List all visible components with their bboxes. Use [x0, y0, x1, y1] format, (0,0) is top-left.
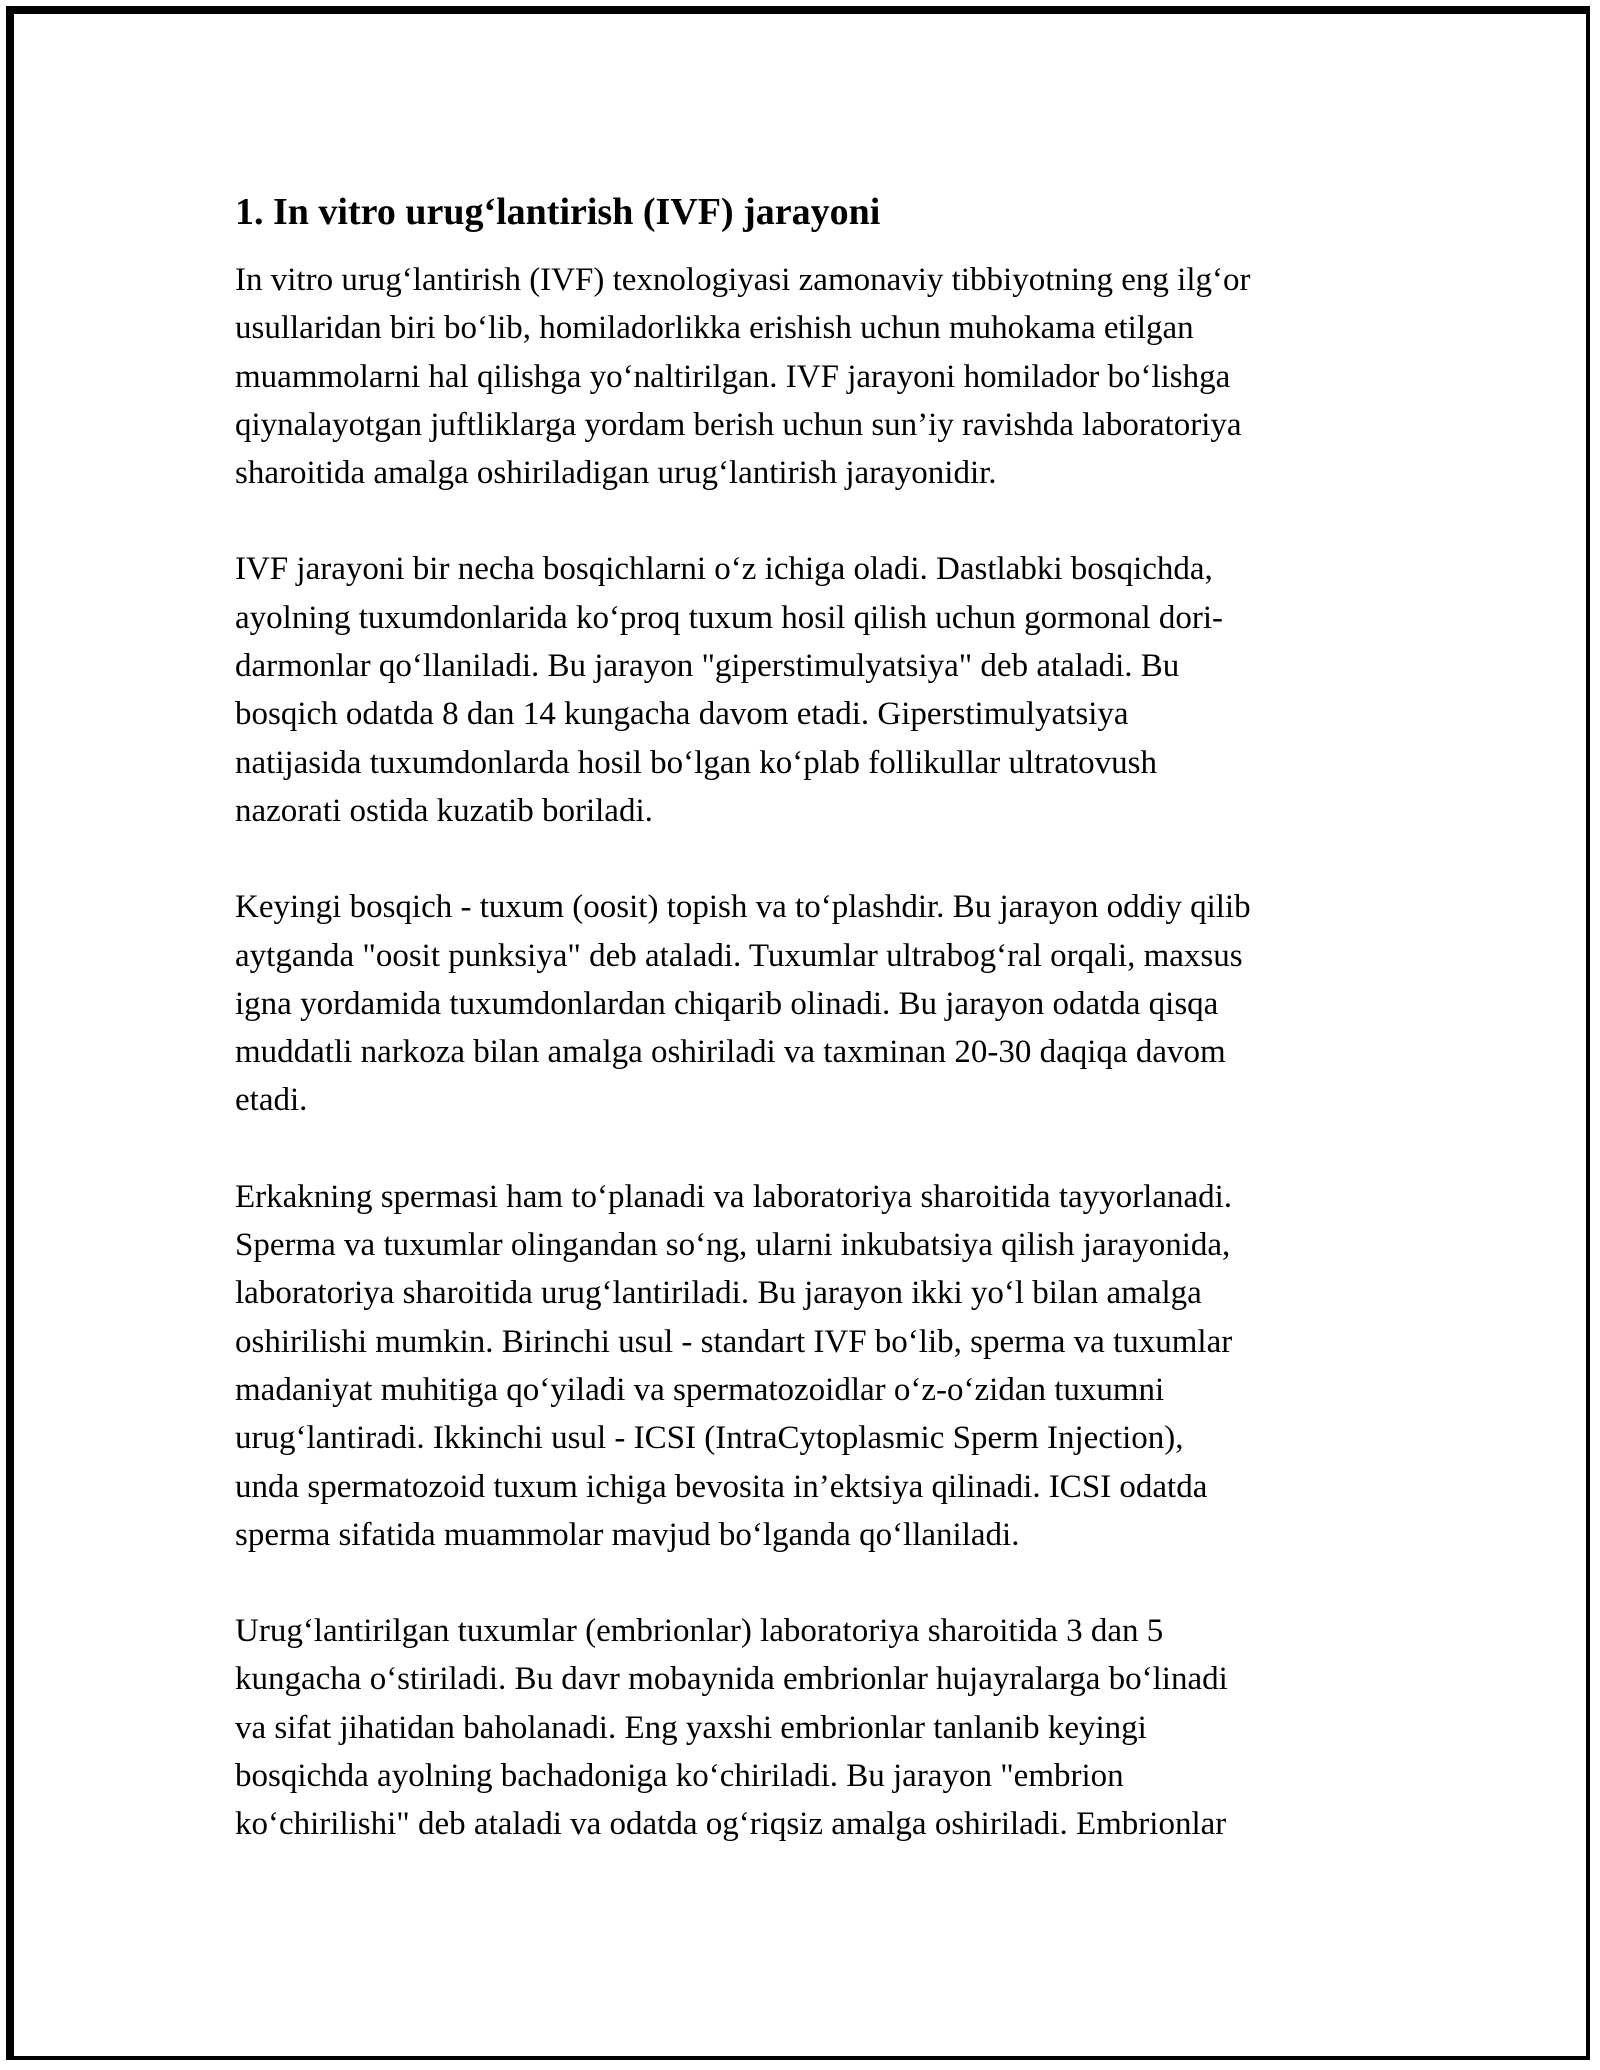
paragraph-line: ko‘chirilishi" deb ataladi va odatda og‘riqsiz amalga oshiriladi. Embrionlar [235, 1806, 1227, 1843]
paragraph-line: Sperma va tuxumlar olingandan so‘ng, ularni inkubatsiya qilish jarayonida, [235, 1227, 1231, 1264]
paragraph [235, 1607, 1375, 1848]
paragraph-line: bosqich odatda 8 dan 14 kungacha davom etadi. Giperstimulyatsiya [235, 696, 1129, 733]
paragraph-line: sharoitida amalga oshiriladigan urug‘lantirish jarayonidir. [235, 455, 997, 492]
paragraph-line: muddatli narkoza bilan amalga oshiriladi va taxminan 20-30 daqiqa davom [235, 1034, 1226, 1071]
paragraph-line: usullaridan biri bo‘lib, homiladorlikka erishish uchun muhokama etilgan [235, 310, 1194, 347]
section-heading: 1. In vitro urug‘lantirish (IVF) jarayoni [235, 191, 881, 233]
paragraph-line: unda spermatozoid tuxum ichiga bevosita in’ektsiya qilinadi. ICSI odatda [235, 1468, 1208, 1505]
paragraph [235, 883, 1375, 1124]
paragraph-line: Keyingi bosqich - tuxum (oosit) topish va to‘plashdir. Bu jarayon oddiy qilib [235, 889, 1251, 926]
paragraph-line: qiynalayotgan juftliklarga yordam berish uchun sun’iy ravishda laboratoriya [235, 406, 1242, 443]
paragraph-line: oshirilishi mumkin. Birinchi usul - standart IVF bo‘lib, sperma va tuxumlar [235, 1323, 1233, 1360]
paragraph [235, 1173, 1375, 1559]
paragraph-line: igna yordamida tuxumdonlardan chiqarib olinadi. Bu jarayon odatda qisqa [235, 985, 1219, 1022]
paragraph-line: muammolarni hal qilishga yo‘naltirilgan. IVF jarayoni homilador bo‘lishga [235, 358, 1231, 395]
paragraph-line: urug‘lantiradi. Ikkinchi usul - ICSI (IntraCytoplasmic Sperm Injection), [235, 1420, 1184, 1457]
paragraph-container [235, 256, 1375, 1849]
paragraph-line: va sifat jihatidan baholanadi. Eng yaxshi embrionlar tanlanib keyingi [235, 1709, 1147, 1746]
document-body [235, 188, 1375, 1897]
paragraph-line: kungacha o‘stiriladi. Bu davr mobaynida embrionlar hujayralarga bo‘linadi [235, 1661, 1228, 1698]
paragraph-line: etadi. [235, 1082, 308, 1119]
paragraph-line: madaniyat muhitiga qo‘yiladi va spermatozoidlar o‘z-o‘zidan tuxumni [235, 1371, 1165, 1408]
paragraph-line: darmonlar qo‘llaniladi. Bu jarayon "giperstimulyatsiya" deb ataladi. Bu [235, 648, 1180, 685]
paragraph-line: ayolning tuxumdonlarida ko‘proq tuxum hosil qilish uchun gormonal dori- [235, 599, 1224, 636]
paragraph-line: aytganda "oosit punksiya" deb ataladi. Tuxumlar ultrabog‘ral orqali, maxsus [235, 937, 1243, 974]
paragraph-line: nazorati ostida kuzatib boriladi. [235, 792, 653, 829]
paragraph-line: Erkakning spermasi ham to‘planadi va laboratoriya sharoitida tayyorlanadi. [235, 1178, 1233, 1215]
paragraph [235, 256, 1375, 497]
paragraph-line: In vitro urug‘lantirish (IVF) texnologiyasi zamonaviy tibbiyotning eng ilg‘or [235, 262, 1251, 298]
paragraph-line: natijasida tuxumdonlarda hosil bo‘lgan ko‘plab follikullar ultratovush [235, 744, 1157, 781]
paragraph-line: sperma sifatida muammolar mavjud bo‘lganda qo‘llaniladi. [235, 1516, 1020, 1553]
paragraph-line: bosqichda ayolning bachadoniga ko‘chiriladi. Bu jarayon "embrion [235, 1758, 1124, 1795]
paragraph-line: Urug‘lantirilgan tuxumlar (embrionlar) laboratoriya sharoitida 3 dan 5 [235, 1613, 1164, 1650]
paragraph-line: IVF jarayoni bir necha bosqichlarni o‘z ichiga oladi. Dastlabki bosqichda, [235, 551, 1213, 588]
paragraph [235, 545, 1375, 835]
paragraph-line: laboratoriya sharoitida urug‘lantiriladi. Bu jarayon ikki yo‘l bilan amalga [235, 1275, 1202, 1312]
